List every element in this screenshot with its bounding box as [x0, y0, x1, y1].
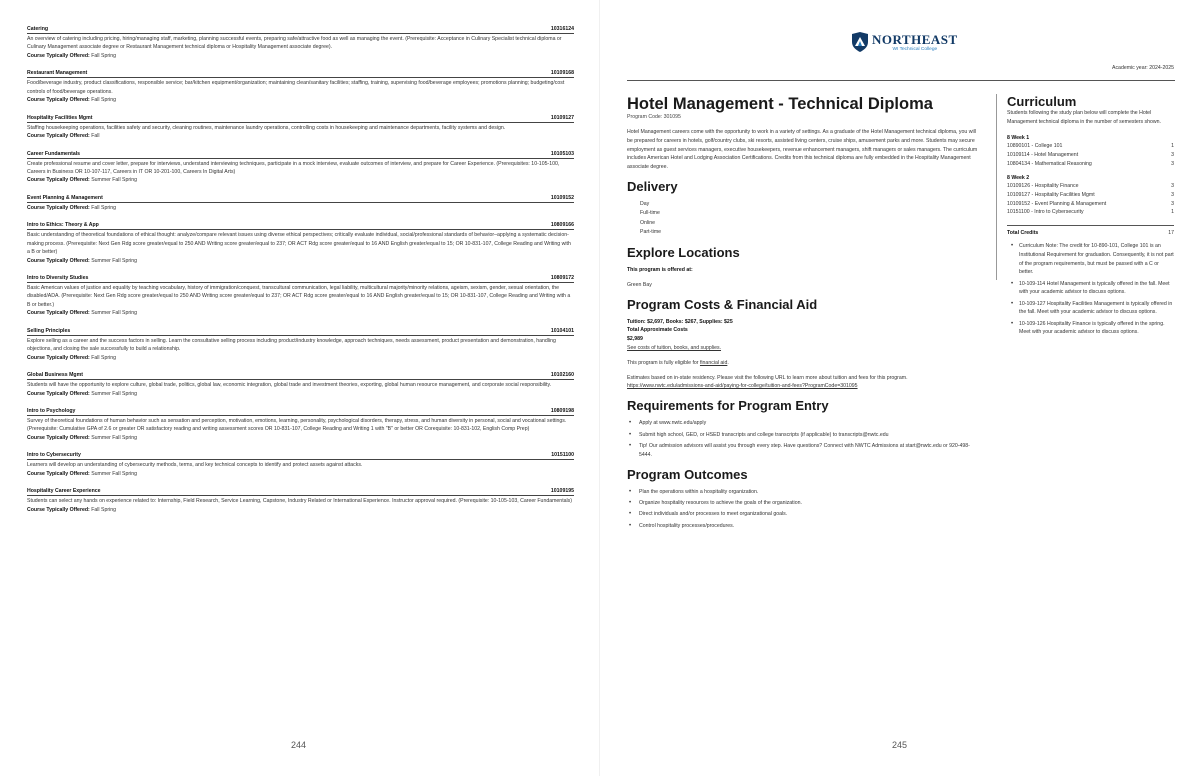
delivery-heading: Delivery [627, 178, 678, 194]
curriculum-note: • 10-109-114 Hotel Management is typically offered in the fall. Meet with your academic advisor to discuss options. [1007, 280, 1174, 297]
outcomes-list [627, 488, 981, 531]
total-credits-value: 17 [1168, 230, 1174, 237]
course-title: Intro to Psychology [27, 408, 76, 414]
curriculum-row [1007, 182, 1174, 191]
course-description: Create professional resume and cover letter, prepare for interviews, understand interviewing techniques, participate in a mock interview, evaluate outcomes of interview, and prepare for Career Experience. (Prerequisites: 10-105-100, Careers in Business OR 10-107-117, Careers in IT OR 10-201-100, Careers In Digital Arts) [27, 160, 560, 175]
requirements-list [627, 419, 981, 459]
outcome-item: • Plan the operations within a hospitality organization. [627, 488, 981, 497]
total-credits-row [1007, 225, 1174, 237]
week-title: 8 Week 2 [1007, 175, 1030, 182]
course-header [27, 151, 574, 159]
curriculum-weeks [1007, 134, 1174, 217]
financial-aid-link[interactable]: financial aid [699, 359, 728, 366]
course-header [27, 452, 574, 460]
course-header [27, 115, 574, 123]
course-item [27, 372, 574, 397]
curriculum-row [1007, 191, 1174, 200]
course-header [27, 328, 574, 336]
curriculum-heading: Curriculum [1007, 94, 1077, 109]
curriculum-notes [1007, 242, 1174, 337]
outcome-item: • Organize hospitality resources to achieve the goals of the organization. [627, 499, 981, 508]
estimates-note: Estimates based on in-state residency. Please visit the following URL to learn more about tuition and fees for this program. [627, 374, 908, 381]
course-code: 10109152 [550, 194, 574, 201]
course-offered-label: Course Typically Offered: [27, 434, 90, 441]
course-item [27, 151, 574, 185]
course-header [27, 222, 574, 230]
course-description: Students will have the opportunity to explore culture, global trade, politics, global law, economic integration, global trade and investment theories, exporting, global human resource management, and corporate social responsibility. [27, 382, 552, 389]
curriculum-course: 10151100 - Intro to Cybersecurity [1007, 209, 1084, 216]
course-code: 10316124 [550, 26, 574, 32]
curriculum-credits: 3 [1171, 192, 1174, 198]
course-code: 10104101 [550, 327, 574, 334]
course-offered-label: Course Typically Offered: [27, 310, 90, 317]
costs-heading: Program Costs & Financial Aid [627, 296, 818, 312]
course-title: Event Planning & Management [27, 194, 103, 201]
curriculum-row [1007, 151, 1174, 160]
curriculum-note: • Curriculum Note: The credit for 10-890-101, College 101 is an Institutional Requirement for graduation. Consequently, it is not part of the program requirements, but must be passed with a C or better. [1007, 242, 1174, 277]
course-item [27, 408, 574, 442]
course-item [27, 452, 574, 477]
locations-list [627, 281, 981, 290]
requirements-heading: Requirements for Program Entry [627, 398, 829, 414]
curriculum-row [1007, 160, 1174, 169]
curriculum-credits: 1 [1171, 143, 1174, 150]
delivery-list [627, 200, 981, 238]
curriculum-note: • 10-109-126 Hospitality Finance is typically offered in the spring. Meet with your academic advisor to discuss options. [1007, 320, 1174, 337]
curriculum-course: 10109114 - Hotel Management [1007, 151, 1079, 158]
course-offered-label: Course Typically Offered: [27, 133, 90, 140]
location-item: Green Bay [627, 281, 652, 288]
course-offered-label: Course Typically Offered: [27, 470, 90, 477]
curriculum-course: 10109152 - Event Planning & Management [1007, 200, 1107, 207]
page-number-right: 245 [892, 740, 908, 750]
course-description: Learners will develop an understanding of cybersecurity methods, terms, and key technical concepts to identify and protect assets against attacks. [27, 462, 363, 469]
course-offered-label: Course Typically Offered: [27, 354, 90, 361]
financial-aid-note: This program is fully eligible for financial aid. [627, 359, 729, 366]
course-header [27, 372, 574, 380]
course-description: Explore selling as a career and the success factors in selling. Learn the consultative selling process including product/industry knowledge, approach techniques, needs assessment, product presentation and demonstration, handling objections, and closing the sale successfully to build a relationship. [27, 337, 556, 353]
course-offered [27, 470, 574, 478]
tuition-url-link[interactable]: https://www.nwtc.edu/admissions-and-aid/paying-for-college/tuition-and-fees?ProgramCode=301095 [627, 383, 858, 390]
course-item [27, 70, 574, 104]
course-item [27, 275, 574, 317]
curriculum-note: • 10-109-127 Hospitality Facilities Management is typically offered in the fall. Meet with your academic advisor to discuss options. [1007, 300, 1174, 317]
course-offered [27, 257, 574, 265]
delivery-item: Online [640, 219, 655, 226]
course-title: Restaurant Management [27, 70, 88, 77]
course-item [27, 26, 574, 60]
requirement-item: • Apply at www.nwtc.edu/apply [627, 419, 981, 428]
header-rule [627, 80, 1175, 81]
course-title: Global Business Mgmt [27, 372, 83, 379]
curriculum-course: 10804134 - Mathematical Reasoning [1007, 160, 1092, 167]
course-offered [27, 434, 574, 442]
course-offered-terms: Fall Spring [91, 97, 116, 104]
course-offered-terms: Fall Spring [91, 204, 116, 211]
course-offered-terms: Summer Fall Spring [91, 470, 138, 477]
curriculum-row [1007, 142, 1174, 151]
curriculum-credits: 3 [1171, 151, 1174, 158]
course-list [27, 26, 574, 524]
course-title: Hospitality Career Experience [27, 488, 101, 495]
course-description: Food/beverage industry, product classifications, responsible service; bar/kitchen equipment/organization; maintaining clean/sanitary facilities; staffing, training, supervising food/beverage employees; promotions planning; budgeting/cost controls of food/beverage operations. [27, 80, 565, 95]
delivery-item: Day [640, 200, 650, 207]
course-title: Intro to Ethics: Theory & App [27, 222, 99, 229]
course-item [27, 195, 574, 212]
curriculum-row [1007, 200, 1174, 209]
program-title: Hotel Management - Technical Diploma [627, 95, 933, 113]
outcomes-heading: Program Outcomes [627, 466, 748, 482]
requirement-item: • Submit high school, GED, or HSED transcripts and college transcripts (if applicable) to transcripts@nwtc.edu [627, 431, 981, 440]
course-description: Basic American values of justice and equality by teaching vocabulary, history of immigration/conquest, transcultural communication, legal liability, multicultural majority/minority relations, ageism, sexism, gender, sexual orientation, the disabled/ADA. (Prerequisite: Next Gen Rdg score greater/equal to 250 AND Writing score greater/equal to 237; OR ACT Rdg score greater/equal to 16 AND English greater/equal to 15; OR 10-831-107, College Reading and Writing with a B or better.) [27, 285, 571, 308]
delivery-item: Part-time [640, 229, 662, 236]
course-title: Intro to Diversity Studies [27, 275, 89, 282]
course-offered-terms: Fall Spring [91, 354, 116, 361]
curriculum-credits: 1 [1171, 209, 1174, 216]
course-description: Survey of theoretical foundations of human behavior such as sensation and perception, motivation, emotions, learning, personality, psychological disorders, therapy, stress, and human diversity in personal, social and vocational settings. (Prerequisite: Cumulative GPA of 2.6 or greater OR satisfactory reading and writing assessment scores OR 10-831-107, College Reading and Writing 1 with "B" or better OR Corequisite: 10-831-102, English Comp Prep) [27, 418, 567, 433]
course-offered-terms: Fall [91, 133, 100, 140]
course-offered-terms: Summer Fall Spring [91, 177, 138, 184]
curriculum-week [1007, 174, 1174, 217]
course-description: Staffing housekeeping operations, facilities safety and security, cleaning routines, maintenance laundry operations, controlling costs in housekeeping and maintenance departments, facility systems and design. [27, 124, 506, 131]
course-title: Career Fundamentals [27, 150, 81, 157]
curriculum-credits: 3 [1171, 183, 1174, 190]
course-title: Hospitality Facilities Mgmt [27, 114, 93, 121]
academic-year: Academic year: 2024-2025 [1112, 65, 1174, 71]
course-offered-label: Course Typically Offered: [27, 506, 90, 513]
course-code: 10151100 [551, 452, 574, 459]
course-code: 10105103 [550, 150, 574, 157]
course-title: Intro to Cybersecurity [27, 452, 81, 459]
course-code: 10109127 [550, 114, 574, 121]
course-offered [27, 52, 574, 60]
course-offered-label: Course Typically Offered: [27, 97, 90, 104]
course-offered-terms: Summer Fall Spring [91, 390, 138, 397]
course-offered-terms: Summer Fall Spring [91, 257, 138, 264]
college-logo [850, 31, 958, 53]
logo-name: NORTHEAST [872, 32, 958, 47]
course-offered-terms: Fall Spring [91, 506, 116, 513]
curriculum-row [1007, 208, 1174, 217]
page-number-left: 244 [291, 740, 307, 750]
course-description: Students can select any hands on experience related to: Internship, Field Research, Service Learning, Capstone, Industry Related or International Experience. Instructor approval required. (Prerequisite: 10-105-103, Career Fundamentals) [27, 498, 572, 505]
offered-at-label: This program is offered at: [627, 266, 693, 273]
course-header [27, 275, 574, 283]
curriculum-credits: 3 [1171, 160, 1174, 167]
course-offered [27, 309, 574, 317]
shield-logo-icon [850, 31, 870, 53]
course-offered [27, 506, 574, 514]
course-description: An overview of catering including pricing, hiring/managing staff, marketing, planning successful events, preparing safe/attractive food as well as managing the event. (Prerequisite: Acceptance in Culinary Specialist technical diploma or Culinary Management associate degree or Restaurant Management technical diploma or Hospitality Management associate degree). [27, 36, 562, 51]
requirement-item: • Tip! Our admission advisors will assist you through every step. Have questions? Connect with NWTC Admissions at start@nwtc.edu or 920-498-5444. [627, 442, 981, 460]
course-offered [27, 390, 574, 398]
course-offered [27, 132, 574, 140]
curriculum-panel [1007, 94, 1174, 340]
curriculum-course: 10109126 - Hospitality Finance [1007, 183, 1079, 190]
curriculum-course: 10109127 - Hospitality Facilities Mgmt [1007, 192, 1095, 198]
column-rule [996, 94, 997, 280]
total-costs-label: Total Approximate Costs [627, 327, 688, 334]
course-offered [27, 176, 574, 184]
course-item [27, 488, 574, 513]
course-code: 10809198 [550, 408, 574, 414]
course-offered-terms: Summer Fall Spring [91, 434, 138, 441]
course-header [27, 195, 574, 203]
course-offered [27, 96, 574, 104]
course-title: Selling Principles [27, 327, 71, 334]
program-code: Program Code: 301095 [627, 114, 681, 120]
course-title: Catering [27, 26, 49, 32]
course-code: 10809166 [550, 222, 574, 229]
curriculum-intro: Students following the study plan below will complete the Hotel Management technical diploma in the number of semesters shown. [1007, 110, 1161, 125]
course-description: Basic understanding of theoretical foundations of ethical thought: analyze/compare relevant issues using diverse ethical perspectives; critically evaluate individual, social/professional standards of behavior–applying a systematic decision-making process. (Prerequisite: Next Gen Rdg score greater/equal to 250 AND Writing score greater/equal to 237; OR ACT Rdg score greater/equal to 16 AND English greater/equal to 15; OR 10-831-107, College Reading and Writing with a B or better) [27, 232, 571, 256]
curriculum-course: 10890101 - College 101 [1007, 143, 1063, 150]
course-item [27, 328, 574, 362]
delivery-item: Full-time [640, 210, 660, 217]
course-offered-label: Course Typically Offered: [27, 390, 90, 397]
course-offered-label: Course Typically Offered: [27, 257, 90, 264]
total-costs-value: $2,989 [627, 336, 643, 343]
costs-link[interactable]: See costs of tuition, books, and supplies. [627, 344, 722, 351]
course-code: 10109168 [550, 70, 574, 77]
total-credits-label: Total Credits [1007, 230, 1039, 237]
course-offered-label: Course Typically Offered: [27, 177, 90, 184]
outcome-item: • Control hospitality processes/procedures. [627, 522, 981, 531]
course-item [27, 115, 574, 140]
course-code: 10102160 [550, 372, 574, 379]
outcome-item: • Direct individuals and/or processes to meet organizational goals. [627, 510, 981, 519]
curriculum-credits: 3 [1171, 200, 1174, 207]
course-offered [27, 354, 574, 362]
right-page [600, 0, 1200, 776]
course-offered-terms: Fall Spring [91, 52, 116, 59]
course-header [27, 408, 574, 416]
course-offered-label: Course Typically Offered: [27, 52, 90, 59]
course-code: 10109195 [550, 488, 574, 495]
course-code: 10809172 [550, 275, 574, 282]
week-title: 8 Week 1 [1007, 135, 1030, 142]
course-header [27, 26, 574, 34]
locations-heading: Explore Locations [627, 244, 740, 260]
logo-subtitle: WI Technical College [892, 47, 938, 52]
course-header [27, 70, 574, 78]
program-intro: Hotel Management careers come with the opportunity to work in a variety of settings. As a graduate of the Hotel Management technical diploma, you will be prepared for careers in hotels, golf/country clubs, ski resorts, assisted living centers, cruise ships, amusement parks and more. Students may secure employment as guest services managers, executive housekeepers, revenue enhancement managers, shift managers or sales managers. The curriculum includes American Hotel and Lodging Association Certifications. Credits from this technical diploma are fully embedded in the Hospitality Management associate degree. [627, 129, 978, 171]
course-header [27, 488, 574, 496]
program-main [627, 94, 981, 533]
course-offered-label: Course Typically Offered: [27, 204, 90, 211]
course-item [27, 222, 574, 264]
course-offered [27, 204, 574, 212]
curriculum-week [1007, 134, 1174, 168]
costs-breakdown: Tuition: $2,697, Books: $267, Supplies: $25 [627, 318, 733, 325]
course-offered-terms: Summer Fall Spring [91, 310, 138, 317]
